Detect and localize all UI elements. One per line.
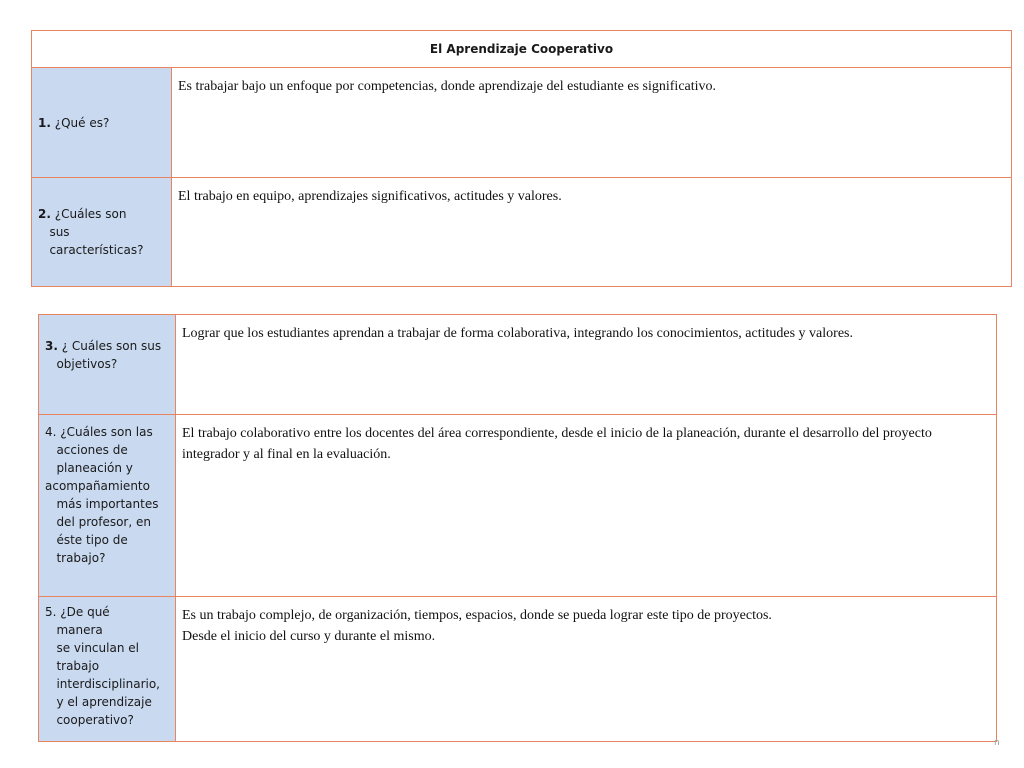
question-cell — [39, 597, 176, 742]
table-row — [32, 178, 1012, 287]
answer-cell — [176, 597, 997, 742]
cooperative-learning-table-bottom — [38, 314, 997, 742]
cooperative-learning-table-top — [31, 30, 1012, 287]
page-mark: n — [994, 738, 1000, 748]
answer-cell — [176, 415, 997, 597]
question-cell — [39, 415, 176, 597]
answer-text: El trabajo colaborativo entre los docentes del área correspondiente, desde el inicio de la planeación, durante el desarrollo del proyecto integrador y al final en la evaluación. — [182, 426, 932, 462]
question-text: ¿ Cuáles son sus objetivos? — [56, 339, 162, 371]
question-text: 4. ¿Cuáles son las acciones de planeación y acompañamiento más importantes del profesor, en éste tipo de trabajo? — [45, 425, 159, 565]
question-cell — [39, 315, 176, 415]
question-text: ¿Qué es? — [50, 115, 110, 130]
answer-cell — [172, 178, 1012, 287]
question-cell — [32, 178, 172, 287]
table-row — [39, 415, 997, 597]
answer-cell — [176, 315, 997, 415]
question-number: 2. — [38, 207, 51, 221]
answer-text: El trabajo en equipo, aprendizajes significativos, actitudes y valores. — [178, 189, 562, 204]
question-text: ¿Cuáles son sus características? — [49, 207, 144, 257]
question-text: 5. ¿De qué manera se vinculan el trabajo interdisciplinario, y el aprendizaje cooperativo? — [45, 605, 160, 727]
answer-text: Es un trabajo complejo, de organización, tiempos, espacios, donde se pueda lograr este tipo de proyectos. Desde el inicio del curso y durante el mismo. — [182, 608, 772, 644]
table-title: El Aprendizaje Cooperativo — [32, 31, 1012, 68]
answer-cell — [172, 68, 1012, 178]
table-row — [32, 68, 1012, 178]
question-number: 3. — [45, 339, 58, 353]
table-row — [39, 315, 997, 415]
answer-text: Lograr que los estudiantes aprendan a trabajar de forma colaborativa, integrando los conocimientos, actitudes y valores. — [182, 326, 853, 341]
table-row — [39, 597, 997, 742]
answer-text: Es trabajar bajo un enfoque por competencias, donde aprendizaje del estudiante es significativo. — [178, 79, 717, 94]
question-number: 1. — [38, 115, 51, 130]
question-cell — [32, 68, 172, 178]
